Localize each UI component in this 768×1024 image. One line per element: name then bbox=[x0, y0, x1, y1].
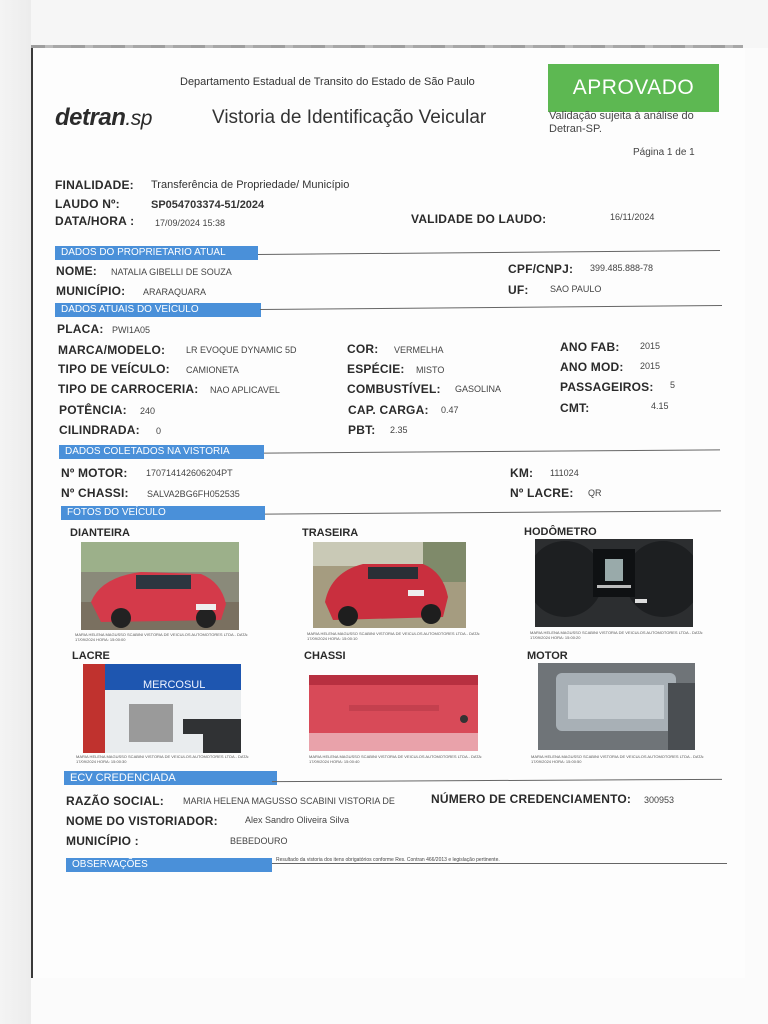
combustivel-label: COMBUSTÍVEL: bbox=[347, 382, 441, 396]
logo-main: detran bbox=[55, 104, 126, 131]
department-name: Departamento Estadual de Transito do Estado de São Paulo bbox=[180, 76, 475, 88]
photo-front bbox=[81, 542, 239, 630]
credenciamento-value: 300953 bbox=[644, 795, 675, 805]
document-title: Vistoria de Identificação Veicular bbox=[212, 107, 487, 128]
placa-value: PWI1A05 bbox=[112, 325, 151, 335]
chassi-value: SALVA2BG6FH052535 bbox=[147, 489, 240, 499]
razao-label: RAZÃO SOCIAL: bbox=[66, 794, 164, 808]
logo-suffix: .sp bbox=[125, 107, 152, 130]
capcarga-value: 0.47 bbox=[441, 405, 459, 415]
section-ecv: ECV CREDENCIADA bbox=[64, 771, 277, 785]
km-label: KM: bbox=[510, 466, 534, 480]
especie-value: MISTO bbox=[416, 365, 445, 375]
photo-rear bbox=[313, 542, 466, 628]
uf-value: SAO PAULO bbox=[550, 284, 602, 294]
cilindrada-value: 0 bbox=[156, 426, 162, 436]
photo-label-rear: TRASEIRA bbox=[302, 527, 359, 539]
owner-name-label: NOME: bbox=[56, 264, 97, 278]
anomod-label: ANO MOD: bbox=[560, 360, 624, 374]
photo-label-odometer: HODÔMETRO bbox=[524, 526, 597, 538]
photo-label-engine: MOTOR bbox=[527, 650, 568, 662]
potencia-value: 240 bbox=[140, 406, 156, 416]
photo-caption-seal: MARIA HELENA MAGUSSO SCABINI VISTORIA DE VEICULOS AUTOMOTORES LTDA - DATA: 17/09/2024 HORA: 15:00:30 bbox=[76, 754, 250, 764]
cmt-label: CMT: bbox=[560, 401, 590, 415]
cor-label: COR: bbox=[347, 342, 379, 356]
uf-label: UF: bbox=[508, 283, 529, 297]
status-badge: APROVADO bbox=[548, 64, 719, 112]
section-collected: DADOS COLETADOS NA VISTORIA bbox=[59, 445, 264, 459]
detran-logo bbox=[55, 104, 152, 132]
credenciamento-label: NÚMERO DE CREDENCIAMENTO: bbox=[431, 792, 632, 806]
cpf-label: CPF/CNPJ: bbox=[508, 262, 574, 276]
chassi-label: Nº CHASSI: bbox=[61, 486, 129, 500]
passageiros-value: 5 bbox=[670, 380, 676, 390]
seal-plate-text: MERCOSUL bbox=[143, 679, 206, 691]
section-photos: FOTOS DO VEÍCULO bbox=[61, 506, 265, 520]
photo-caption-engine: MARIA HELENA MAGUSSO SCABINI VISTORIA DE VEICULOS AUTOMOTORES LTDA - DATA: 17/09/2024 HORA: 15:00:50 bbox=[531, 754, 705, 764]
owner-city-value: ARARAQUARA bbox=[143, 287, 207, 297]
motor-label: Nº MOTOR: bbox=[61, 466, 128, 480]
carroceria-value: NAO APLICAVEL bbox=[210, 385, 280, 395]
photo-label-chassis: CHASSI bbox=[304, 650, 346, 662]
section-observations: OBSERVAÇÕES bbox=[66, 858, 272, 872]
status-note: Validação sujeita à análise do Detran-SP. bbox=[549, 110, 694, 135]
pbt-value: 2.35 bbox=[390, 425, 408, 435]
razao-value: MARIA HELENA MAGUSSO SCABINI VISTORIA DE bbox=[183, 796, 395, 806]
cmt-value: 4.15 bbox=[651, 401, 669, 411]
photo-chassis bbox=[309, 675, 478, 751]
vistoriador-label: NOME DO VISTORIADOR: bbox=[66, 814, 218, 828]
lacre-label: Nº LACRE: bbox=[510, 486, 574, 500]
photo-odometer bbox=[535, 539, 693, 627]
marca-value: LR EVOQUE DYNAMIC 5D bbox=[186, 345, 297, 355]
photo-caption-odometer: MARIA HELENA MAGUSSO SCABINI VISTORIA DE VEICULOS AUTOMOTORES LTDA - DATA: 17/09/2024 HORA: 15:00:20 bbox=[530, 630, 704, 640]
photo-label-front: DIANTEIRA bbox=[70, 527, 130, 539]
carroceria-label: TIPO DE CARROCERIA: bbox=[58, 382, 199, 396]
finalidade-label: FINALIDADE: bbox=[55, 178, 134, 192]
cpf-value: 399.485.888-78 bbox=[590, 263, 654, 273]
photo-label-seal: LACRE bbox=[72, 650, 110, 662]
potencia-label: POTÊNCIA: bbox=[59, 403, 127, 417]
observations-text: Resultado da vistoria dos itens obrigatórios conforme Res. Contran 466/2013 e legislação pertinente. bbox=[276, 857, 500, 863]
cor-value: VERMELHA bbox=[394, 345, 444, 355]
ecv-city-value: BEBEDOURO bbox=[230, 836, 288, 846]
marca-label: MARCA/MODELO: bbox=[58, 343, 166, 357]
desk-surface-left bbox=[0, 0, 31, 1024]
photo-seal bbox=[83, 664, 241, 753]
photo-caption-front: MARIA HELENA MAGUSSO SCABINI VISTORIA DE VEICULOS AUTOMOTORES LTDA - DATA: 17/09/2024 HORA: 15:00:00 bbox=[75, 632, 249, 642]
motor-value: 170714142606204PT bbox=[146, 468, 233, 478]
photo-caption-rear: MARIA HELENA MAGUSSO SCABINI VISTORIA DE VEICULOS AUTOMOTORES LTDA - DATA: 17/09/2024 HORA: 15:00:10 bbox=[307, 631, 481, 641]
passageiros-label: PASSAGEIROS: bbox=[560, 380, 654, 394]
validade-label: VALIDADE DO LAUDO: bbox=[411, 212, 547, 226]
km-value: 111024 bbox=[550, 468, 579, 478]
combustivel-value: GASOLINA bbox=[455, 384, 502, 394]
validade-value: 16/11/2024 bbox=[610, 212, 655, 222]
placa-label: PLACA: bbox=[57, 322, 104, 336]
section-vehicle: DADOS ATUAIS DO VEÍCULO bbox=[55, 303, 261, 317]
tipo-value: CAMIONETA bbox=[186, 365, 239, 375]
section-owner: DADOS DO PROPRIETARIO ATUAL bbox=[55, 246, 258, 260]
pbt-label: PBT: bbox=[348, 423, 376, 437]
photo-caption-chassis: MARIA HELENA MAGUSSO SCABINI VISTORIA DE VEICULOS AUTOMOTORES LTDA - DATA: 17/09/2024 HORA: 15:00:40 bbox=[309, 754, 483, 764]
owner-city-label: MUNICÍPIO: bbox=[56, 284, 126, 298]
laudo-value: SP054703374-51/2024 bbox=[151, 199, 265, 211]
anofab-label: ANO FAB: bbox=[560, 340, 620, 354]
anofab-value: 2015 bbox=[640, 341, 661, 351]
lacre-value: QR bbox=[588, 488, 602, 498]
desk-surface-top bbox=[0, 0, 768, 48]
especie-label: ESPÉCIE: bbox=[347, 362, 405, 376]
datahora-label: DATA/HORA : bbox=[55, 214, 135, 228]
photo-engine bbox=[538, 663, 695, 750]
page-number: Página 1 de 1 bbox=[633, 147, 695, 158]
tipo-label: TIPO DE VEÍCULO: bbox=[58, 362, 170, 376]
owner-name-value: NATALIA GIBELLI DE SOUZA bbox=[111, 267, 232, 277]
laudo-label: LAUDO Nº: bbox=[55, 197, 120, 211]
capcarga-label: CAP. CARGA: bbox=[348, 403, 429, 417]
ecv-city-label: MUNICÍPIO : bbox=[66, 834, 139, 848]
finalidade-value: Transferência de Propriedade/ Município bbox=[151, 179, 350, 191]
vistoriador-value: Alex Sandro Oliveira Silva bbox=[245, 815, 350, 825]
section-rule bbox=[272, 863, 727, 864]
datahora-value: 17/09/2024 15:38 bbox=[155, 218, 226, 228]
cilindrada-label: CILINDRADA: bbox=[59, 423, 140, 437]
anomod-value: 2015 bbox=[640, 361, 661, 371]
